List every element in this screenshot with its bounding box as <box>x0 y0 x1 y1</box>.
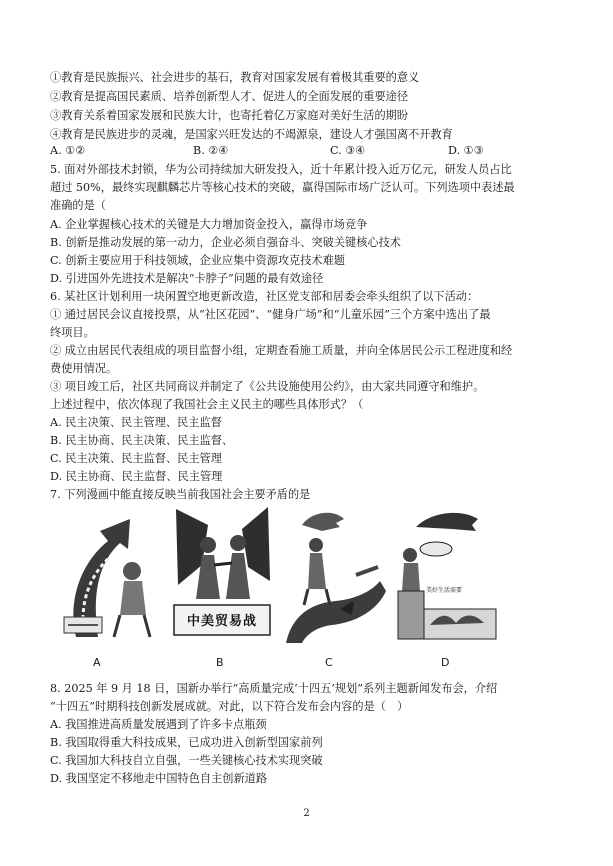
cartoon-label-c: C <box>325 656 333 669</box>
cartoon-d-image <box>392 505 502 645</box>
q5-stem-line-2: 超过 50%，最终实现麒麟芯片等核心技术的突破，赢得国际市场广泛认可。下列选项中表述最 <box>50 181 515 194</box>
q5-stem-line-1: 5. 面对外部技术封锁，华为公司持续加大研发投入，近十年累计投入近万亿元，研发人员占比 <box>50 163 512 176</box>
q4-statement-3: ③教育关系着国家发展和民族大计，也寄托着亿万家庭对美好生活的期盼 <box>50 109 409 122</box>
q5-option-a: A. 企业掌握核心技术的关键是大力增加资金投入，赢得市场竞争 <box>50 218 368 231</box>
q4-option-b: B. ②④ <box>193 144 229 157</box>
q6-option-c: C. 民主决策、民主监督、民主管理 <box>50 452 222 465</box>
cartoon-label-d: D <box>441 656 450 669</box>
q6-stem-line-5: 费使用情况。 <box>50 362 118 375</box>
cartoon-label-b: B <box>216 656 224 669</box>
q5-option-c: C. 创新主要应用于科技领域，企业应集中资源攻克技术难题 <box>50 254 345 267</box>
q8-stem-line-1: 8. 2025 年 9 月 18 日，国新办举行“高质量完成‘十四五’规划”系列主题新闻发布会，介绍 <box>50 682 498 695</box>
q4-option-d: D. ①③ <box>448 144 484 157</box>
q6-option-d: D. 民主协商、民主监督、民主管理 <box>50 470 223 483</box>
q6-option-a: A. 民主决策、民主管理、民主监督 <box>50 416 222 429</box>
q8-option-c: C. 我国加大科技自立自强，一些关键核心技术实现突破 <box>50 754 323 767</box>
q5-option-d: D. 引进国外先进技术是解决“卡脖子”问题的最有效途径 <box>50 272 324 285</box>
q6-stem-line-1: 6. 某社区计划利用一块闲置空地更新改造，社区党支部和居委会牵头组织了以下活动： <box>50 290 479 303</box>
q8-stem-line-2: “十四五”时期科技创新发展成就。对此，以下符合发布会内容的是（ ） <box>50 700 409 713</box>
q4-option-a: A. ①② <box>50 144 86 157</box>
q7-stem: 7. 下列漫画中能直接反映当前我国社会主要矛盾的是 <box>50 488 311 501</box>
q8-option-d: D. 我国坚定不移地走中国特色自主创新道路 <box>50 772 268 785</box>
cartoon-b-caption: 中美贸易战 <box>186 614 257 629</box>
q6-stem-line-6: ③ 项目竣工后，社区共同商议并制定了《公共设施使用公约》，由大家共同遵守和维护。 <box>50 380 485 393</box>
q6-stem-line-2: ① 通过居民会议直接投票，从“社区花园”、“健身广场”和“儿童乐园”三个方案中选出了最 <box>50 308 491 321</box>
cartoon-c-image <box>282 505 388 645</box>
cartoon-label-a: A <box>93 656 101 669</box>
q8-option-a: A. 我国推进高质量发展遇到了许多卡点瓶颈 <box>50 718 267 731</box>
q6-stem-line-4: ② 成立由居民代表组成的项目监督小组，定期查看施工质量，并向全体居民公示工程进度和经 <box>50 344 513 357</box>
page-number: 2 <box>303 808 310 819</box>
q6-stem-line-3: 终项目。 <box>50 326 95 339</box>
q5-stem-line-3: 准确的是（ <box>50 199 106 212</box>
q4-option-c: C. ③④ <box>330 144 366 157</box>
q4-statement-1: ①教育是民族振兴、社会进步的基石，教育对国家发展有着极其重要的意义 <box>50 71 420 84</box>
q8-option-b: B. 我国取得重大科技成果，已成功进入创新型国家前列 <box>50 736 323 749</box>
cartoon-d-caption: 美好生活需要 <box>426 587 463 594</box>
q6-stem-line-7: 上述过程中，依次体现了我国社会主义民主的哪些具体形式？（ <box>50 398 364 411</box>
q5-option-b: B. 创新是推动发展的第一动力，企业必须自强奋斗、突破关键核心技术 <box>50 236 401 249</box>
cartoon-a-image <box>58 505 166 645</box>
q4-statement-4: ④教育是民族进步的灵魂，是国家兴旺发达的不竭源泉，建设人才强国离不开教育 <box>50 128 453 141</box>
q6-option-b: B. 民主协商、民主决策、民主监督、 <box>50 434 234 447</box>
q4-statement-2: ②教育是提高国民素质、培养创新型人才、促进人的全面发展的重要途径 <box>50 90 409 103</box>
